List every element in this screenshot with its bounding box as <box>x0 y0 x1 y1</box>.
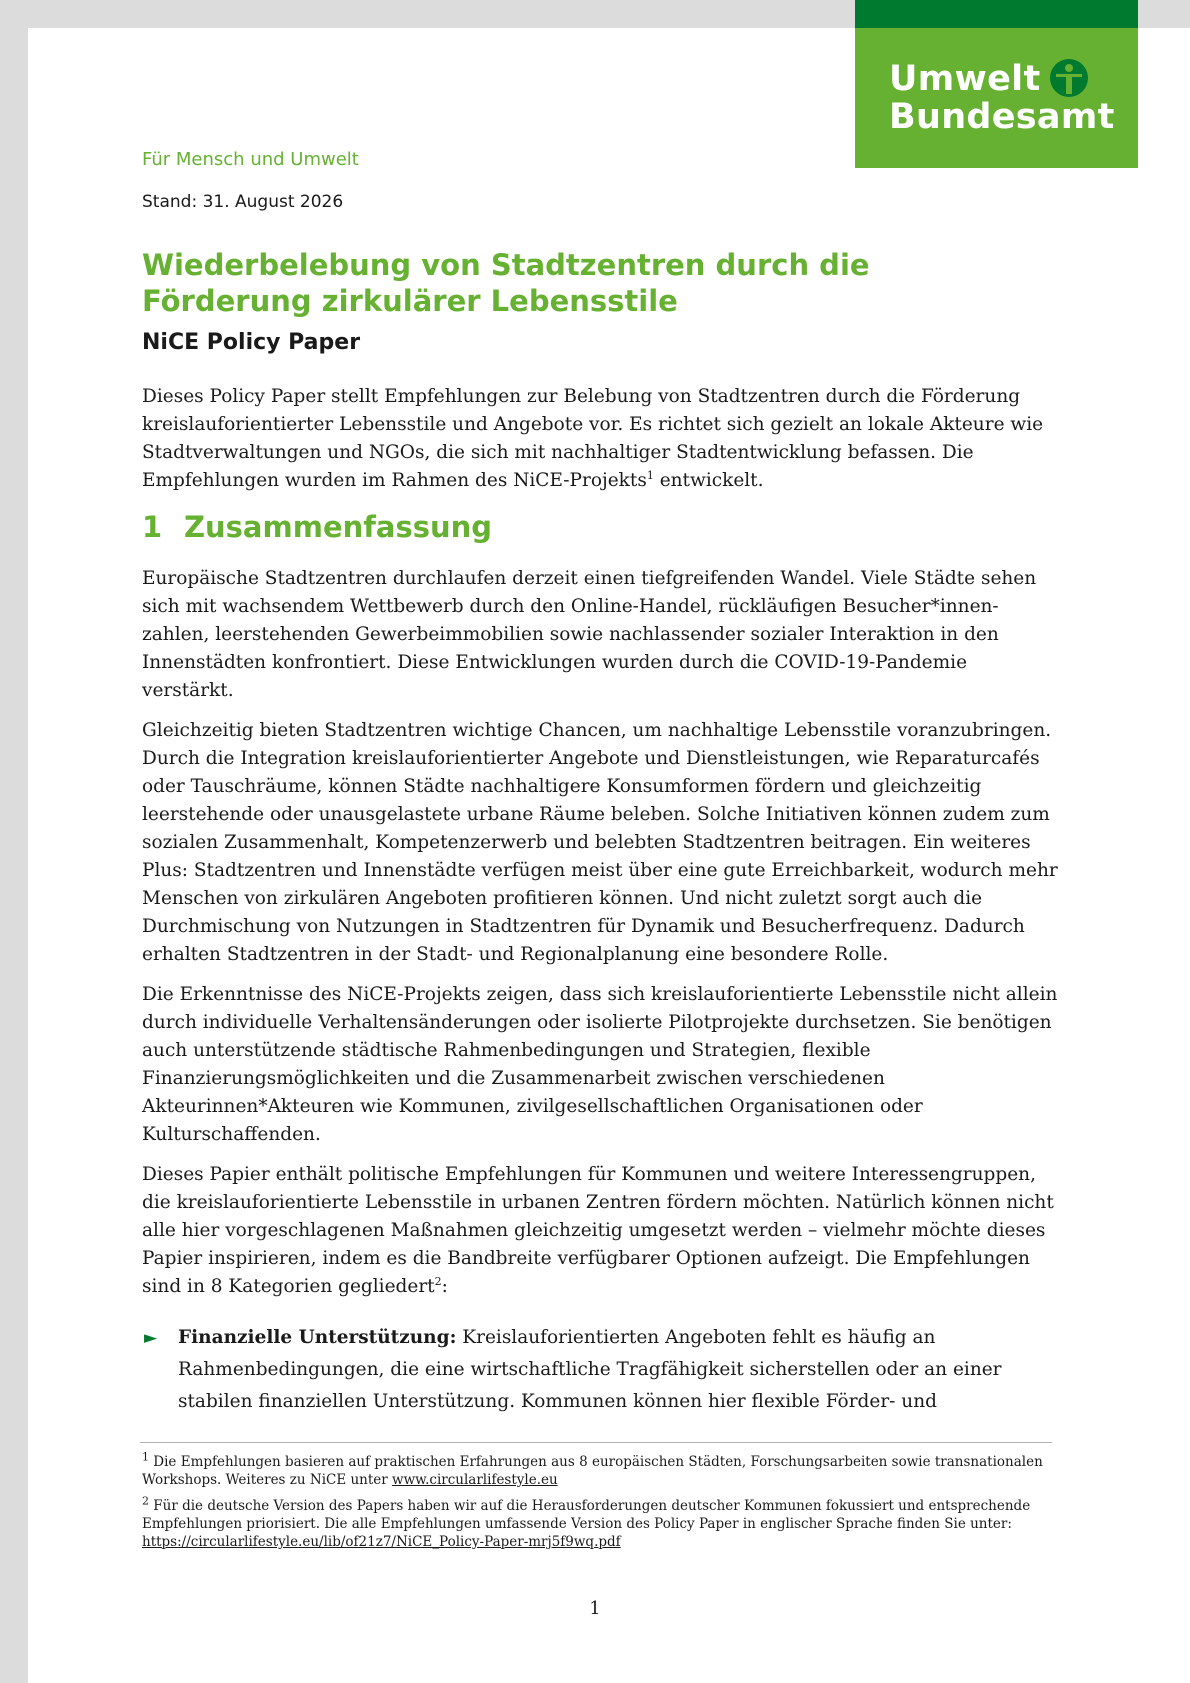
footnote-ref-1[interactable]: 1 <box>646 468 654 482</box>
summary-paragraph-4 <box>142 1161 1058 1301</box>
document-subtitle: NiCE Policy Paper <box>142 330 361 355</box>
footnote-2-link[interactable]: https://circularlifestyle.eu/lib/of21z7/NiCE_Policy-Paper-mrj5f9wq.pdf <box>142 1534 621 1550</box>
intro-text-end: entwickelt. <box>653 470 764 491</box>
bullet-label: Finanzielle Unterstützung: <box>178 1327 457 1348</box>
summary-body <box>142 565 1058 1313</box>
paragraph-4-end: : <box>441 1276 448 1297</box>
footnote-1-text: Die Empfehlungen basieren auf praktischen Erfahrungen aus 8 europäischen Städten, Forschungsarbeiten sowie transnationalen Workshops. Weiteres zu NiCE unter <box>142 1454 1043 1488</box>
triangle-bullet-icon: ► <box>144 1328 158 1348</box>
list-item <box>142 1322 1058 1418</box>
document-title: Wiederbelebung von Stadtzentren durch die Förderung zirkulärer Lebensstile <box>142 248 870 318</box>
footnote-divider <box>140 1442 1052 1443</box>
intro-paragraph <box>142 383 1058 507</box>
footnote-ref-2[interactable]: 2 <box>434 1274 442 1288</box>
footnote-1-number: 1 <box>142 1450 149 1464</box>
intro-text: Dieses Policy Paper stellt Empfehlungen zur Belebung von Stadtzentren durch die Förderung kreislauforientierter Lebensstile und Angebote vor. Es richtet sich gezielt an lokale Akteure wie Stadtverwaltungen und NGOs, die sich mit nachhaltiger Stadtentwicklung befassen. Die Empfehlungen wurden im Rahmen des NiCE-Projekts <box>142 386 1044 491</box>
footnote-2 <box>142 1494 1058 1551</box>
footnote-2-number: 2 <box>142 1494 149 1508</box>
summary-paragraph-2: Gleichzeitig bieten Stadtzentren wichtige Chancen, um nachhaltige Lebensstile voranzubringen. Durch die Integration kreislauforientierter Angebote und Dienstleistungen, wie Reparaturcafés oder Tauschräume, können Städte nachhaltigere Konsumformen fördern und gleichzeitig leerstehende oder unausgelastete urbane Räume beleben. Solche Initiativen können zudem zum sozialen Zusammenhalt, Kompetenzerwerb und belebten Stadtzentren beitragen. Ein weiteres Plus: Stadtzentren und Innenstädte verfügen meist über eine gute Erreichbarkeit, wodurch mehr Menschen von zirkulären Angeboten profitieren können. Und nicht zuletzt sorgt auch die Durchmischung von Nutzungen in Stadtzentren für Dynamik und Besucherfrequenz. Dadurch erhalten Stadtzentren in der Stadt- und Regionalplanung eine besondere Rolle. <box>142 720 1058 965</box>
date-stand: Stand: 31. August 2026 <box>142 192 344 212</box>
logo-top-strip <box>855 0 1138 28</box>
footnote-1 <box>142 1450 1058 1489</box>
logo-line-1: Umwelt <box>889 59 1041 99</box>
summary-paragraph-1: Europäische Stadtzentren durchlaufen derzeit einen tiefgreifenden Wandel. Viele Städte sehen sich mit wachsendem Wettbewerb durch den Online-Handel, rückläufigen Besucher*innen-zahlen, leerstehenden Gewerbeimmobilien sowie nachlassender sozialer Interaktion in den Innenstädten konfrontiert. Diese Entwicklungen wurden durch die COVID-19-Pandemie verstärkt. <box>142 568 1037 701</box>
logo-line-2: Bundesamt <box>889 97 1115 137</box>
page-number: 1 <box>589 1598 601 1619</box>
summary-paragraph-3: Die Erkenntnisse des NiCE-Projekts zeigen, dass sich kreislauforientierte Lebensstile nicht allein durch individuelle Verhaltensänderungen oder isolierte Pilotprojekte durchsetzen. Sie benötigen auch unterstützende städtische Rahmenbedingungen und Strategien, flexible Finanzierungsmöglichkeiten und die Zusammenarbeit zwischen verschiedenen Akteurinnen*Akteuren wie Kommunen, zivilgesellschaftlichen Organisationen oder Kulturschaffenden. <box>142 984 1058 1145</box>
section-heading-summary <box>142 510 492 544</box>
footnotes <box>142 1450 1058 1559</box>
paragraph-4-text: Dieses Papier enthält politische Empfehlungen für Kommunen und weitere Interessengruppen, die kreislauforientierte Lebensstile in urbanen Zentren fördern möchten. Natürlich können nicht alle hier vorgeschlagenen Maßnahmen gleichzeitig umgesetzt werden – vielmehr möchte dieses Papier inspirieren, indem es die Bandbreite verfügbarer Optionen aufzeigt. Die Empfehlungen sind in 8 Kategorien gegliedert <box>142 1164 1054 1297</box>
bullet-text: Kreislauforientierten Angeboten fehlt es häufig an Rahmenbedingungen, die eine wirtschaftliche Tragfähigkeit sicherstellen oder an einer stabilen finanziellen Unterstützung. Kommunen können hier flexible Förder- und <box>178 1327 1002 1412</box>
footnote-2-text: Für die deutsche Version des Papers haben wir auf die Herausforderungen deutscher Kommunen fokussiert und entsprechende Empfehlungen priorisiert. Die alle Empfehlungen umfassende Version des Policy Paper in englischer Sprache finden Sie unter: <box>142 1498 1031 1532</box>
tagline: Für Mensch und Umwelt <box>142 149 359 170</box>
figure-in-circle-icon <box>1048 57 1090 99</box>
section-title: Zusammenfassung <box>184 510 493 544</box>
section-number: 1 <box>142 510 163 544</box>
footnote-1-link[interactable]: www.circularlifestyle.eu <box>392 1472 558 1488</box>
umweltbundesamt-logo <box>855 0 1138 168</box>
